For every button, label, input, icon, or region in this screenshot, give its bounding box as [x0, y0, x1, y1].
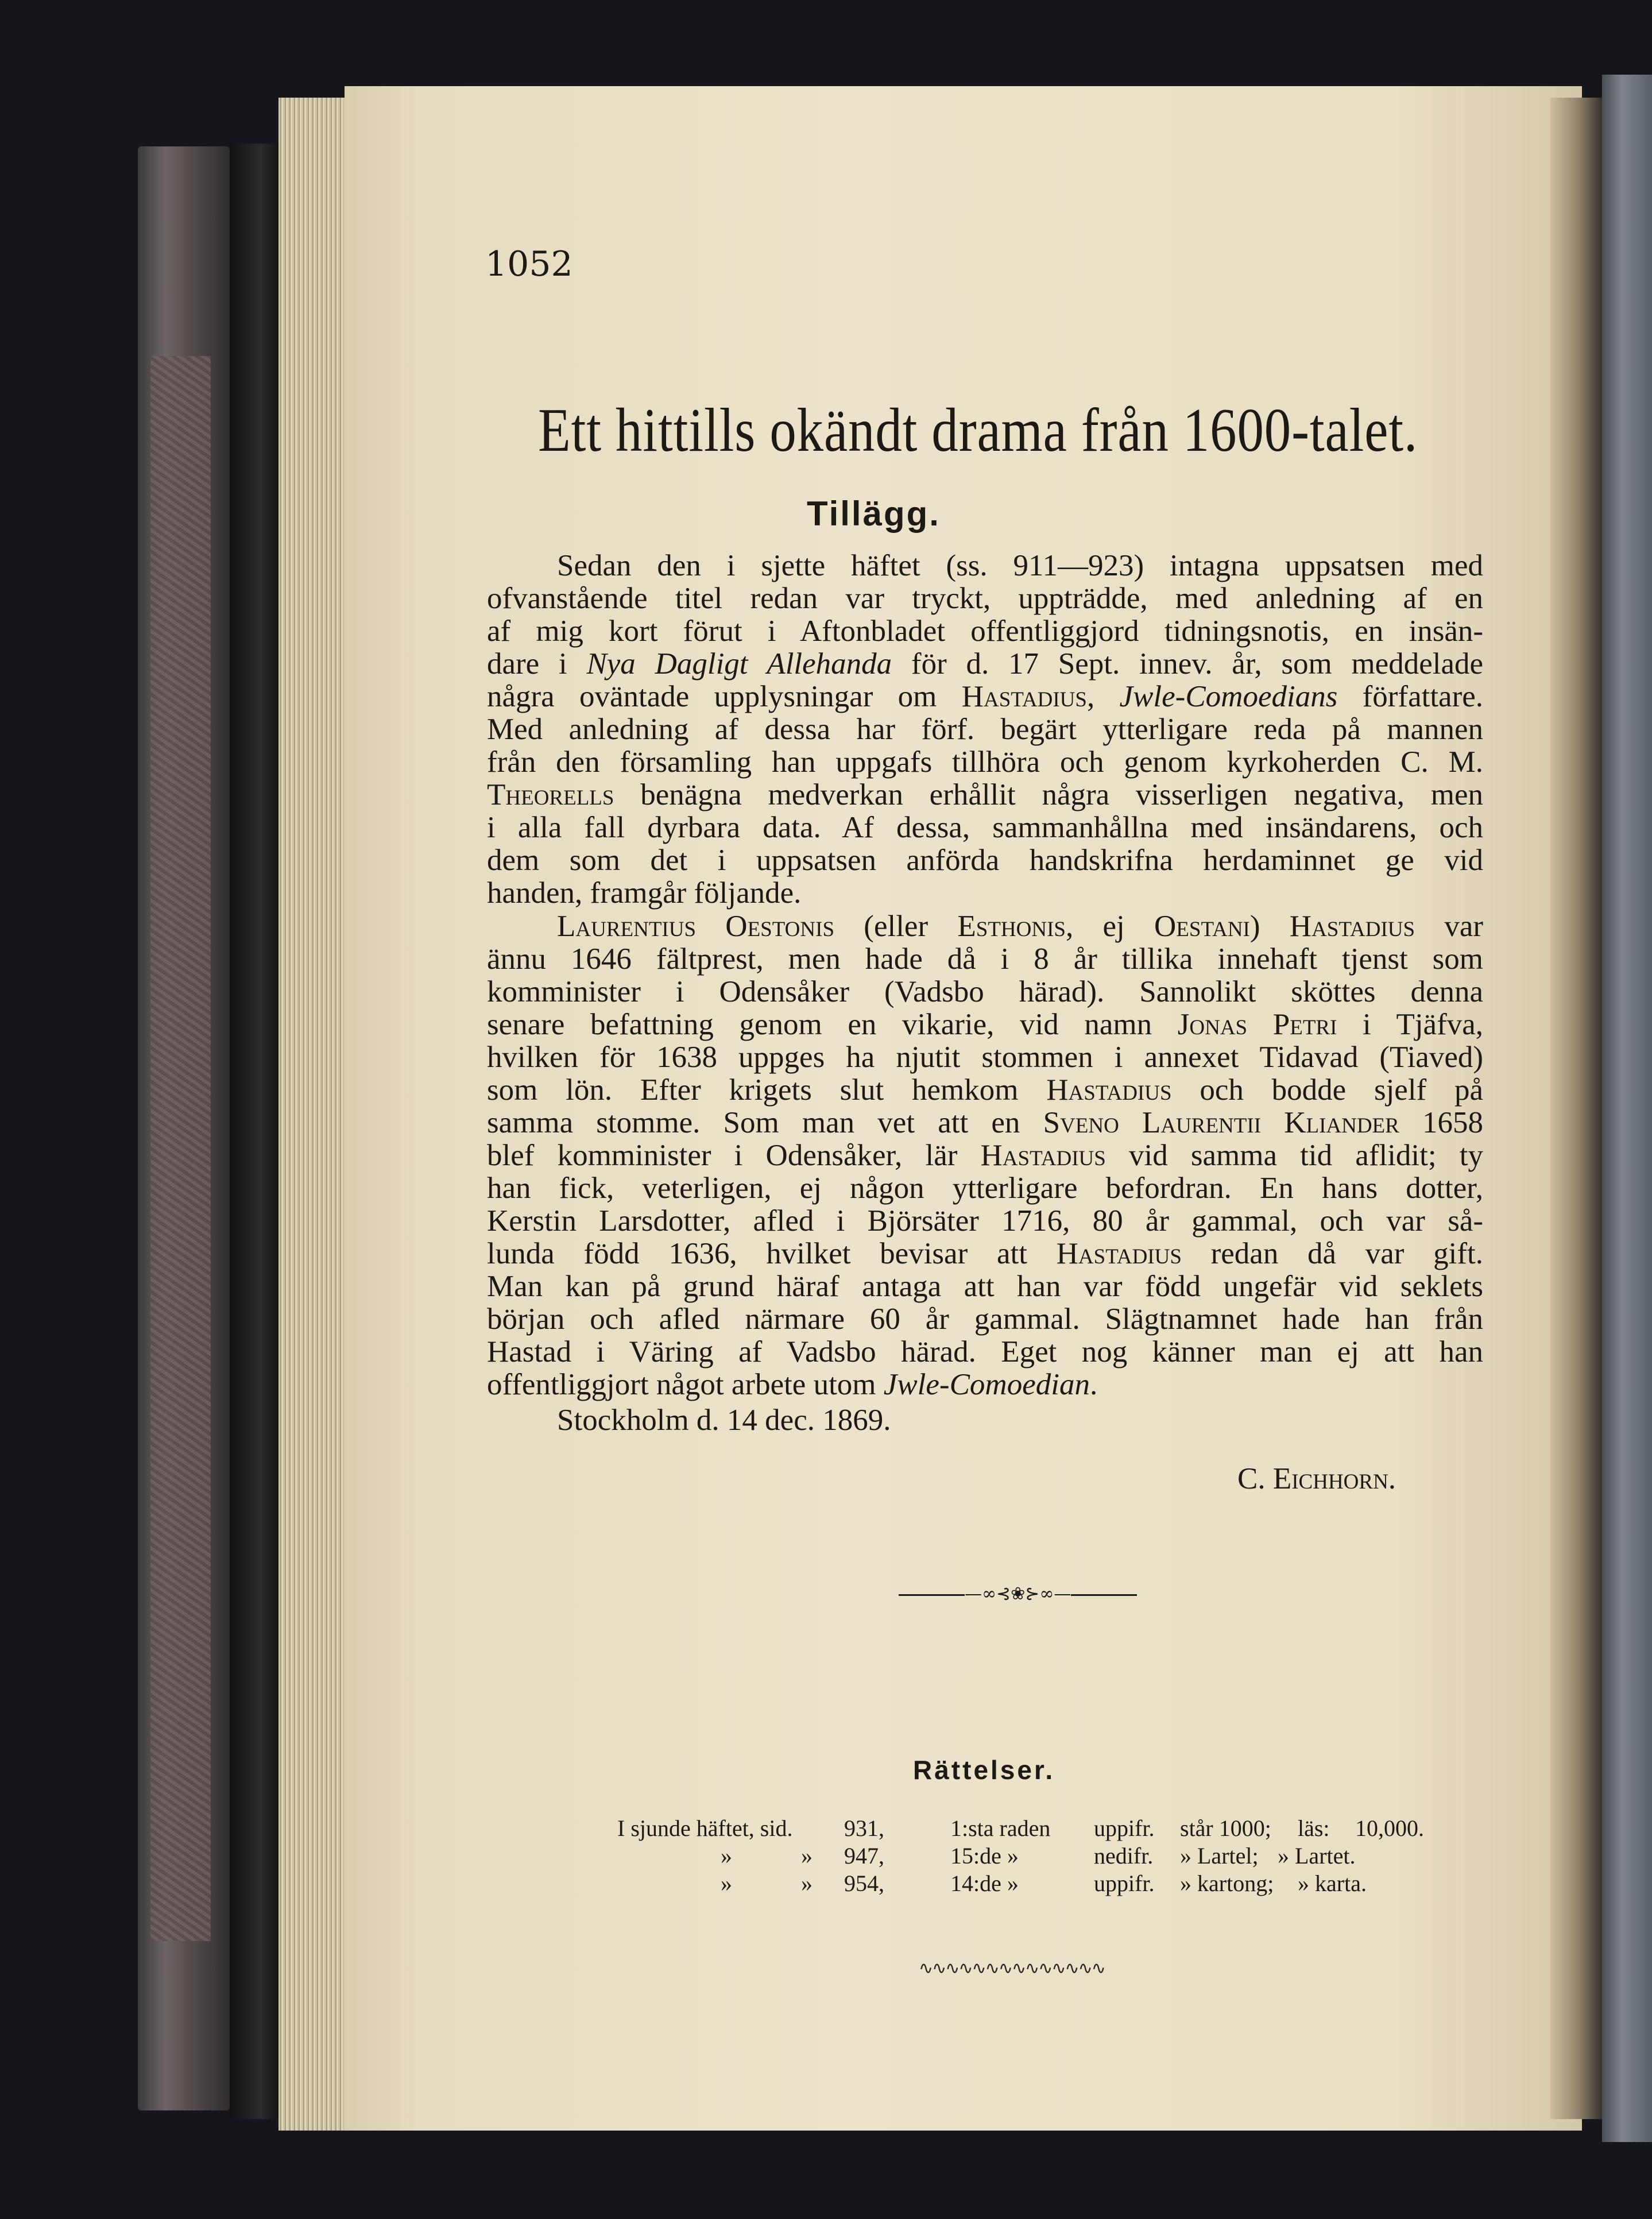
text-line: komminister i Odensåker (Vadsbo härad). Sannolikt sköttes denna — [487, 975, 1483, 1008]
ornament-glyph: —∞⊰❀⊱∞— — [965, 1584, 1071, 1604]
dateline: Stockholm d. 14 dec. 1869. — [557, 1404, 891, 1437]
book-cover-cloth — [150, 356, 211, 1941]
errata-heading: Rättelser. — [913, 1755, 1055, 1785]
text-line: början och afled närmare 60 år gammal. Slägtnamnet hade han från — [487, 1302, 1483, 1336]
errata-cell: » Lartel; — [1180, 1843, 1259, 1869]
text-line: som lön. Efter krigets slut hemkom Hastadius och bodde sjelf på — [487, 1073, 1484, 1107]
text-line: ännu 1646 fältprest, men hade då i 8 år tillika innehaft tjenst som — [487, 942, 1483, 976]
facing-page-edge — [1602, 75, 1652, 2142]
section-ornament — [899, 1584, 1111, 1604]
errata-cell: I sjunde häftet, sid. — [617, 1815, 793, 1841]
text-line: Hastad i Väring af Vadsbo härad. Eget nog känner man ej att han — [487, 1335, 1483, 1368]
text-line: dem som det i uppsatsen anförda handskrifna herdaminnet ge vid — [487, 844, 1483, 877]
errata-cell: läs: — [1298, 1815, 1330, 1841]
book-spine — [230, 144, 281, 2119]
text-line: från den församling han uppgafs tillhöra och genom kyrkoherden C. M. — [487, 745, 1483, 779]
errata-cell: » — [721, 1870, 732, 1896]
text-line: Med anledning af dessa har förf. begärt ytterligare reda på mannen — [487, 713, 1483, 746]
errata-cell: 15:de » — [950, 1843, 1019, 1869]
end-mark: ∿∿∿∿∿∿∿∿∿∿∿∿∿∿ — [919, 1958, 1105, 1978]
text-line: lunda född 1636, hvilket bevisar att Hastadius redan då var gift. — [487, 1237, 1484, 1270]
author-signature: C. Eichhorn. — [1237, 1462, 1396, 1495]
article-subtitle: Tillägg. — [807, 494, 941, 533]
text-line: Man kan på grund häraf antaga att han var född ungefär vid seklets — [487, 1270, 1483, 1303]
text-line: Kerstin Larsdotter, afled i Björsäter 1716, 80 år gammal, och var så- — [487, 1204, 1483, 1238]
text-line: Sedan den i sjette häftet (ss. 911—923) intagna uppsatsen med — [557, 549, 1483, 582]
text-line: Laurentius Oestonis (eller Esthonis, ej Oestani) Hastadius var — [557, 910, 1484, 943]
errata-cell: 947, — [844, 1843, 884, 1869]
text-line: dare i Nya Dagligt Allehanda för d. 17 Sept. innev. år, som meddelade — [487, 647, 1483, 681]
text-line: Theorells benägna medverkan erhållit några visserligen negativa, men — [487, 778, 1483, 811]
text-line: senare befattning genom en vikarie, vid namn Jonas Petri i Tjäfva, — [487, 1008, 1483, 1041]
errata-cell: 10,000. — [1355, 1815, 1424, 1841]
article-title: Ett hittills okändt drama från 1600-talet. — [537, 396, 1418, 465]
ornament-rule-right — [1071, 1594, 1137, 1596]
errata-cell: 1:sta raden — [950, 1815, 1051, 1841]
errata-cell: nedifr. — [1094, 1843, 1154, 1869]
paragraph-2 — [487, 910, 1483, 1401]
errata-cell: » Lartet. — [1278, 1843, 1356, 1869]
errata-cell: uppifr. — [1094, 1815, 1155, 1841]
text-line: han fick, veterligen, ej någon ytterligare befordran. En hans dotter, — [487, 1172, 1483, 1205]
errata-cell: » kartong; — [1180, 1870, 1274, 1896]
text-line: hvilken för 1638 uppges ha njutit stommen i annexet Tidavad (Tiaved) — [487, 1041, 1483, 1074]
text-line: några oväntade upplysningar om Hastadius, Jwle-Comoedians författare. — [487, 680, 1484, 713]
text-line: samma stomme. Som man vet att en Sveno Laurentii Kliander 1658 — [487, 1106, 1483, 1139]
errata-cell: uppifr. — [1094, 1870, 1155, 1896]
text-line: blef komminister i Odensåker, lär Hastadius vid samma tid aflidit; ty — [487, 1139, 1483, 1172]
errata-cell: » karta. — [1298, 1870, 1367, 1896]
page-edges — [278, 98, 353, 2131]
errata-cell: » — [801, 1843, 813, 1869]
page-number: 1052 — [485, 244, 573, 284]
text-line: ofvanstående titel redan var tryckt, uppträdde, med anledning af en — [487, 582, 1483, 615]
errata-cell: 954, — [844, 1870, 884, 1896]
text-line: af mig kort förut i Aftonbladet offentliggjord tidningsnotis, en insän- — [487, 614, 1483, 648]
errata-cell: 931, — [844, 1815, 884, 1841]
text-line: i alla fall dyrbara data. Af dessa, sammanhållna med insändarens, och — [487, 811, 1483, 844]
ornament-rule-left — [899, 1594, 965, 1596]
errata-cell: står 1000; — [1180, 1815, 1271, 1841]
text-line: handen, framgår följande. — [487, 876, 802, 910]
errata-cell: » — [721, 1843, 732, 1869]
errata-cell: 14:de » — [950, 1870, 1019, 1896]
errata-cell: » — [801, 1870, 813, 1896]
paragraph-1 — [487, 550, 1483, 910]
text-line: offentliggjort något arbete utom Jwle-Comoedian. — [487, 1368, 1098, 1401]
